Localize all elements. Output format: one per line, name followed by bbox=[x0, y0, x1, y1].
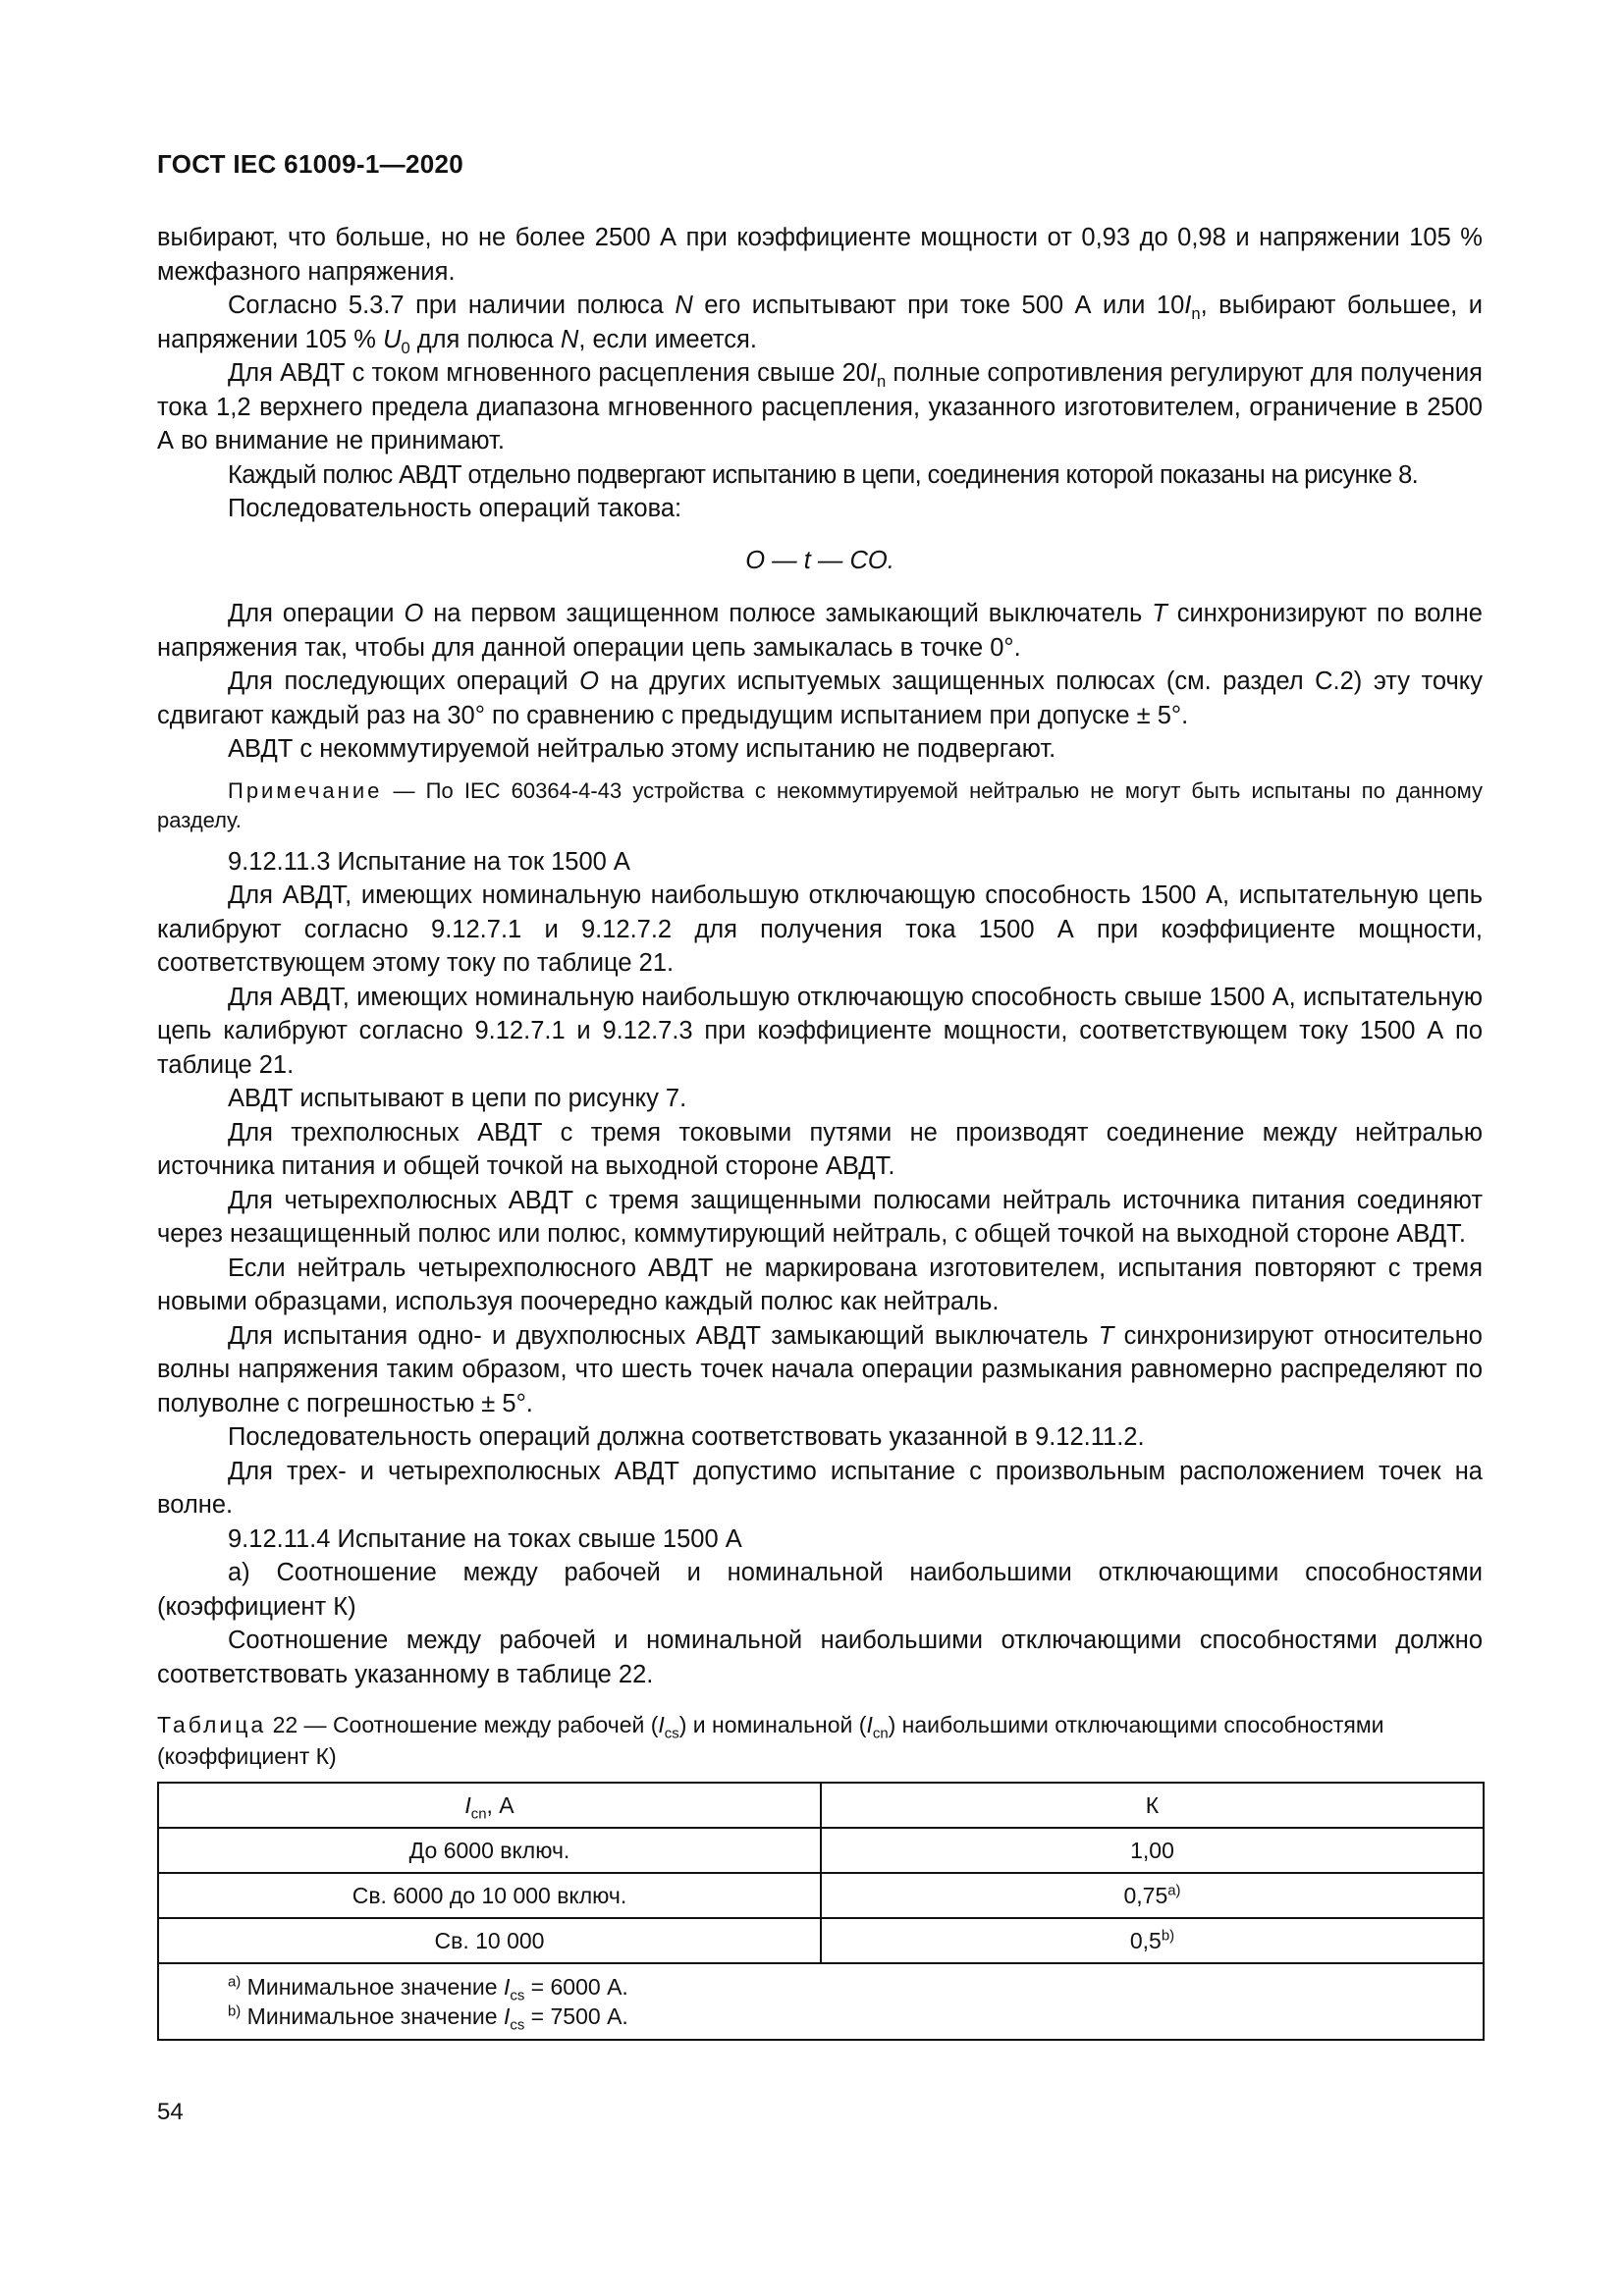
cell-k: 0,5$^{b)}$ bbox=[821, 1918, 1484, 1963]
paragraph: Согласно 5.3.7 при наличии полюса N его испытывают при токе 500 А или $10I_n$, выбирают большее, и напряжении 105 % $U_0$ для полюса N, если имеется. bbox=[157, 292, 1483, 357]
table-caption: Таблица 22 — Соотношение между рабочей $(I_{cs})$ и номинальной $(I_{cn})$ наибольшими отключающими способностями (коэффициент К) bbox=[157, 1712, 1384, 1769]
cell-range: Св. 6000 до 10 000 включ. bbox=[158, 1873, 821, 1918]
paragraph: Для испытания одно- и двухполюсных АВДТ замыкающий выключатель T синхронизируют относительно волны напряжения таким образом, что шесть точек начала операции размыкания равномерно распределяют по полуволне с погрешностью ± 5°. bbox=[157, 1321, 1483, 1417]
paragraph: Для АВДТ, имеющих номинальную наибольшую отключающую способность 1500 А, испытательную цепь калибруют согласно 9.12.7.1 и 9.12.7.2 для получения тока 1500 А при коэффициенте мощности, соответствующем этому току по таблице 21. bbox=[157, 881, 1483, 977]
header-cell-k: К bbox=[821, 1783, 1484, 1828]
cell-range: До 6000 включ. bbox=[158, 1828, 821, 1873]
footnote: $^{a)}$ Минимальное значение $I_{cs} = 6000$ А. bbox=[228, 1973, 628, 2004]
table-row bbox=[158, 1873, 1484, 1918]
section-heading: 9.12.11.4 Испытание на токах свыше 1500 А bbox=[228, 1524, 742, 1553]
page-number: 54 bbox=[157, 2099, 184, 2125]
paragraph: Для последующих операций O на других испытуемых защищенных полюсах (см. раздел С.2) эту точку сдвигают каждый раз на 30° по сравнению с предыдущим испытанием при допуске ± 5°. bbox=[157, 667, 1484, 729]
section-heading: 9.12.11.3 Испытание на ток 1500 А bbox=[228, 847, 630, 876]
table-row bbox=[158, 1828, 1484, 1873]
paragraph: Для четырехполюсных АВДТ с тремя защищенными полюсами нейтраль источника питания соединяют через незащищенный полюс или полюс, коммутирующий нейтраль, с общей точкой на выходной стороне АВДТ. bbox=[157, 1186, 1483, 1248]
cell-range: Св. 10 000 bbox=[158, 1918, 821, 1963]
document-body bbox=[157, 221, 1483, 2041]
table-row bbox=[158, 1918, 1484, 1963]
header-cell-current: $I_{cn}$, А bbox=[158, 1783, 821, 1828]
paragraph: Для АВДТ, имеющих номинальную наибольшую отключающую способность свыше 1500 А, испытательную цепь калибруют согласно 9.12.7.1 и 9.12.7.3 при коэффициенте мощности, соответствующем току 1500 А по таблице 21. bbox=[157, 983, 1483, 1079]
paragraph: Для трех- и четырехполюсных АВДТ допустимо испытание с произвольным расположением точек на волне. bbox=[157, 1457, 1483, 1519]
table-footnotes bbox=[158, 1963, 1484, 2040]
paragraph: Если нейтраль четырехполюсного АВДТ не маркирована изготовителем, испытания повторяют с тремя новыми образцами, используя поочередно каждый полюс как нейтраль. bbox=[157, 1254, 1483, 1315]
paragraph: Каждый полюс АВДТ отдельно подвергают испытанию в цепи, соединения которой показаны на рисунке 8. bbox=[228, 460, 1419, 489]
document-header: ГОСТ IEC 61009-1—2020 bbox=[157, 149, 463, 179]
note-label: Примечание bbox=[228, 777, 383, 803]
paragraph: Для операции O на первом защищенном полюсе замыкающий выключатель T синхронизируют по волне напряжения так, чтобы для данной операции цепь замыкалась в точке 0°. bbox=[157, 600, 1483, 662]
paragraph: выбирают, что больше, но не более 2500 А при коэффициенте мощности от 0,93 до 0,98 и напряжении 105 % межфазного напряжения. bbox=[157, 224, 1483, 286]
paragraph: a) Соотношение между рабочей и номинальной наибольшими отключающими способностями (коэффициент К) bbox=[157, 1559, 1483, 1621]
paragraph: Соотношение между рабочей и номинальной наибольшими отключающими способностями должно соответствовать указанному в таблице 22. bbox=[157, 1627, 1483, 1688]
paragraph: АВДТ испытывают в цепи по рисунку 7. bbox=[228, 1085, 687, 1112]
table-header-row bbox=[158, 1783, 1484, 1828]
footnote: $^{b)}$ Минимальное значение $I_{cs} = 7500$ А. bbox=[228, 2002, 628, 2034]
table-22 bbox=[157, 1782, 1485, 2041]
paragraph: Для АВДТ с током мгновенного расцепления свыше $20I_n$ полные сопротивления регулируют для получения тока 1,2 верхнего предела диапазона мгновенного расцепления, указанного изготовителем, ограничение в 2500 А во внимание не принимают. bbox=[157, 359, 1483, 454]
paragraph: Последовательность операций такова: bbox=[228, 495, 682, 522]
operation-sequence-formula: O — t — CO. bbox=[745, 546, 894, 574]
cell-k: 1,00 bbox=[821, 1828, 1484, 1873]
table-footnotes-row bbox=[158, 1963, 1484, 2040]
paragraph: Для трехполюсных АВДТ с тремя токовыми путями не производят соединение между нейтралью источника питания и общей точкой на выходной стороне АВДТ. bbox=[157, 1118, 1483, 1180]
paragraph: АВДТ с некоммутируемой нейтралью этому испытанию не подвергают. bbox=[228, 735, 1056, 763]
table-caption-label: Таблица bbox=[157, 1712, 267, 1737]
cell-k: 0,75$^{a)}$ bbox=[821, 1873, 1484, 1918]
paragraph: Последовательность операций должна соответствовать указанной в 9.12.11.2. bbox=[228, 1423, 1145, 1451]
note: Примечание — По IEC 60364-4-43 устройства с некоммутируемой нейтралью не могут быть испытаны по данному разделу. bbox=[157, 777, 1483, 832]
